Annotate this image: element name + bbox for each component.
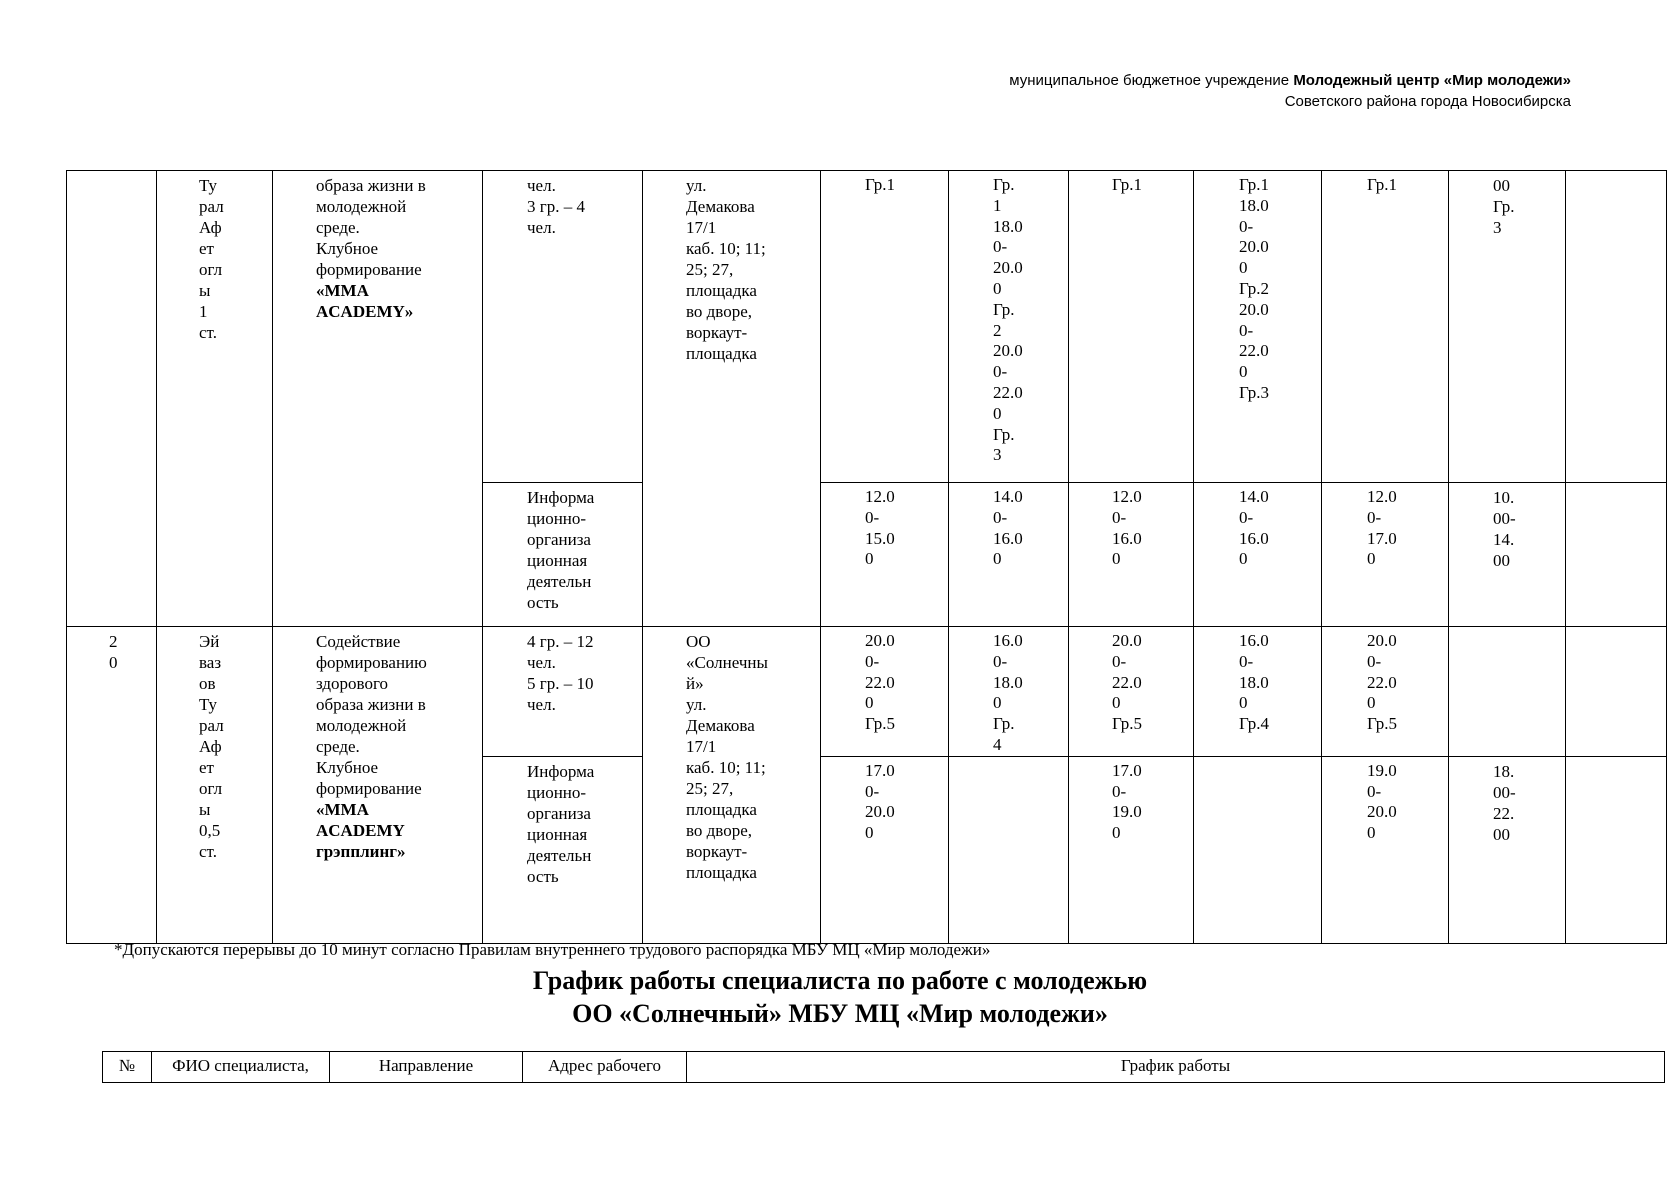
title-line-2: ОО «Солнечный» МБУ МЦ «Мир молодежи» [572, 999, 1108, 1028]
schedule-cell: 20.0 0- 22.0 0 Гр.5 [1322, 627, 1449, 757]
column-header-address: Адрес рабочего [523, 1052, 687, 1083]
schedule-cell: 10. 00- 14. 00 [1449, 483, 1566, 627]
schedule-cell: Гр.1 [1069, 171, 1194, 483]
schedule-cell: 16.0 0- 18.0 0 Гр.4 [1194, 627, 1322, 757]
row-number-cell: 2 0 [67, 627, 157, 944]
schedule-cell: 20.0 0- 22.0 0 Гр.5 [821, 627, 949, 757]
schedule-cell: Гр.1 18.0 0- 20.0 0 Гр.2 20.0 0- 22.0 0 Гр.3 [1194, 171, 1322, 483]
groups-cell: 4 гр. – 12 чел. 5 гр. – 10 чел. [483, 627, 643, 757]
schedule-cell: 20.0 0- 22.0 0 Гр.5 [1069, 627, 1194, 757]
address-cell: ул. Демакова 17/1 каб. 10; 11; 25; 27, площадка во дворе, воркаут- площадка [643, 171, 821, 627]
header-line-2: Советского района города Новосибирска [1284, 93, 1571, 110]
column-header-specialist: ФИО специалиста, [152, 1052, 330, 1083]
groups-cell: чел. 3 гр. – 4 чел. [483, 171, 643, 483]
direction-cell: образа жизни в молодежной среде. Клубное формирование «MMA ACADEMY» [273, 171, 483, 627]
schedule-cell: 17.0 0- 19.0 0 [1069, 756, 1194, 943]
row-number-cell [67, 171, 157, 627]
direction-cell: Содействие формированию здорового образа жизни в молодежной среде. Клубное формирование «MMA ACADEMY грэпплинг» [273, 627, 483, 944]
specialist-name-cell: Эй ваз ов Ту рал Аф ет огл ы 0,5 ст. [157, 627, 273, 944]
table-header-row [103, 1052, 1665, 1083]
table-row [67, 627, 1667, 757]
schedule-cell: Гр.1 [1322, 171, 1449, 483]
column-header-direction: Направление [330, 1052, 523, 1083]
schedule-cell: 14.0 0- 16.0 0 [1194, 483, 1322, 627]
schedule-cell: 17.0 0- 20.0 0 [821, 756, 949, 943]
schedule-cell: 12.0 0- 16.0 0 [1069, 483, 1194, 627]
schedule-cell [1566, 627, 1667, 757]
header-line-1: муниципальное бюджетное учреждение Молодежный центр «Мир молодежи» [1009, 72, 1571, 89]
club-name: «MMA ACADEMY грэпплинг» [316, 800, 406, 861]
schedule-cell: 00 Гр. 3 [1449, 171, 1566, 483]
schedule-table [66, 170, 1667, 944]
schedule-cell: 12.0 0- 17.0 0 [1322, 483, 1449, 627]
specialist-name-cell: Ту рал Аф ет огл ы 1 ст. [157, 171, 273, 627]
document-header [1009, 70, 1571, 112]
column-header-number: № [103, 1052, 152, 1083]
page-title [0, 964, 1680, 1030]
schedule-cell [1194, 756, 1322, 943]
column-header-schedule: График работы [687, 1052, 1665, 1083]
schedule-cell: 18. 00- 22. 00 [1449, 756, 1566, 943]
organization-name: Молодежный центр «Мир молодежи» [1293, 72, 1571, 89]
schedule-cell [1566, 483, 1667, 627]
schedule-cell: 19.0 0- 20.0 0 [1322, 756, 1449, 943]
footnote: *Допускаются перерывы до 10 минут согласно Правилам внутреннего трудового распорядка МБУ МЦ «Мир молодежи» [114, 940, 991, 959]
club-name: «MMA ACADEMY» [316, 281, 414, 321]
schedule-cell: 14.0 0- 16.0 0 [949, 483, 1069, 627]
activity-cell: Информа ционно- организа ционная деятельн ость [483, 483, 643, 627]
schedule-cell [949, 756, 1069, 943]
activity-cell: Информа ционно- организа ционная деятельн ость [483, 756, 643, 943]
specialist-schedule-table [102, 1051, 1665, 1083]
schedule-cell: Гр.1 [821, 171, 949, 483]
schedule-cell [1449, 627, 1566, 757]
schedule-cell [1566, 756, 1667, 943]
schedule-cell: 16.0 0- 18.0 0 Гр. 4 [949, 627, 1069, 757]
schedule-cell [1566, 171, 1667, 483]
schedule-cell: Гр. 1 18.0 0- 20.0 0 Гр. 2 20.0 0- 22.0 0 Гр. 3 [949, 171, 1069, 483]
table-row [67, 171, 1667, 483]
schedule-cell: 12.0 0- 15.0 0 [821, 483, 949, 627]
title-line-1: График работы специалиста по работе с молодежью [532, 966, 1148, 995]
address-cell: ОО «Солнечны й» ул. Демакова 17/1 каб. 10; 11; 25; 27, площадка во дворе, воркаут- площадка [643, 627, 821, 944]
